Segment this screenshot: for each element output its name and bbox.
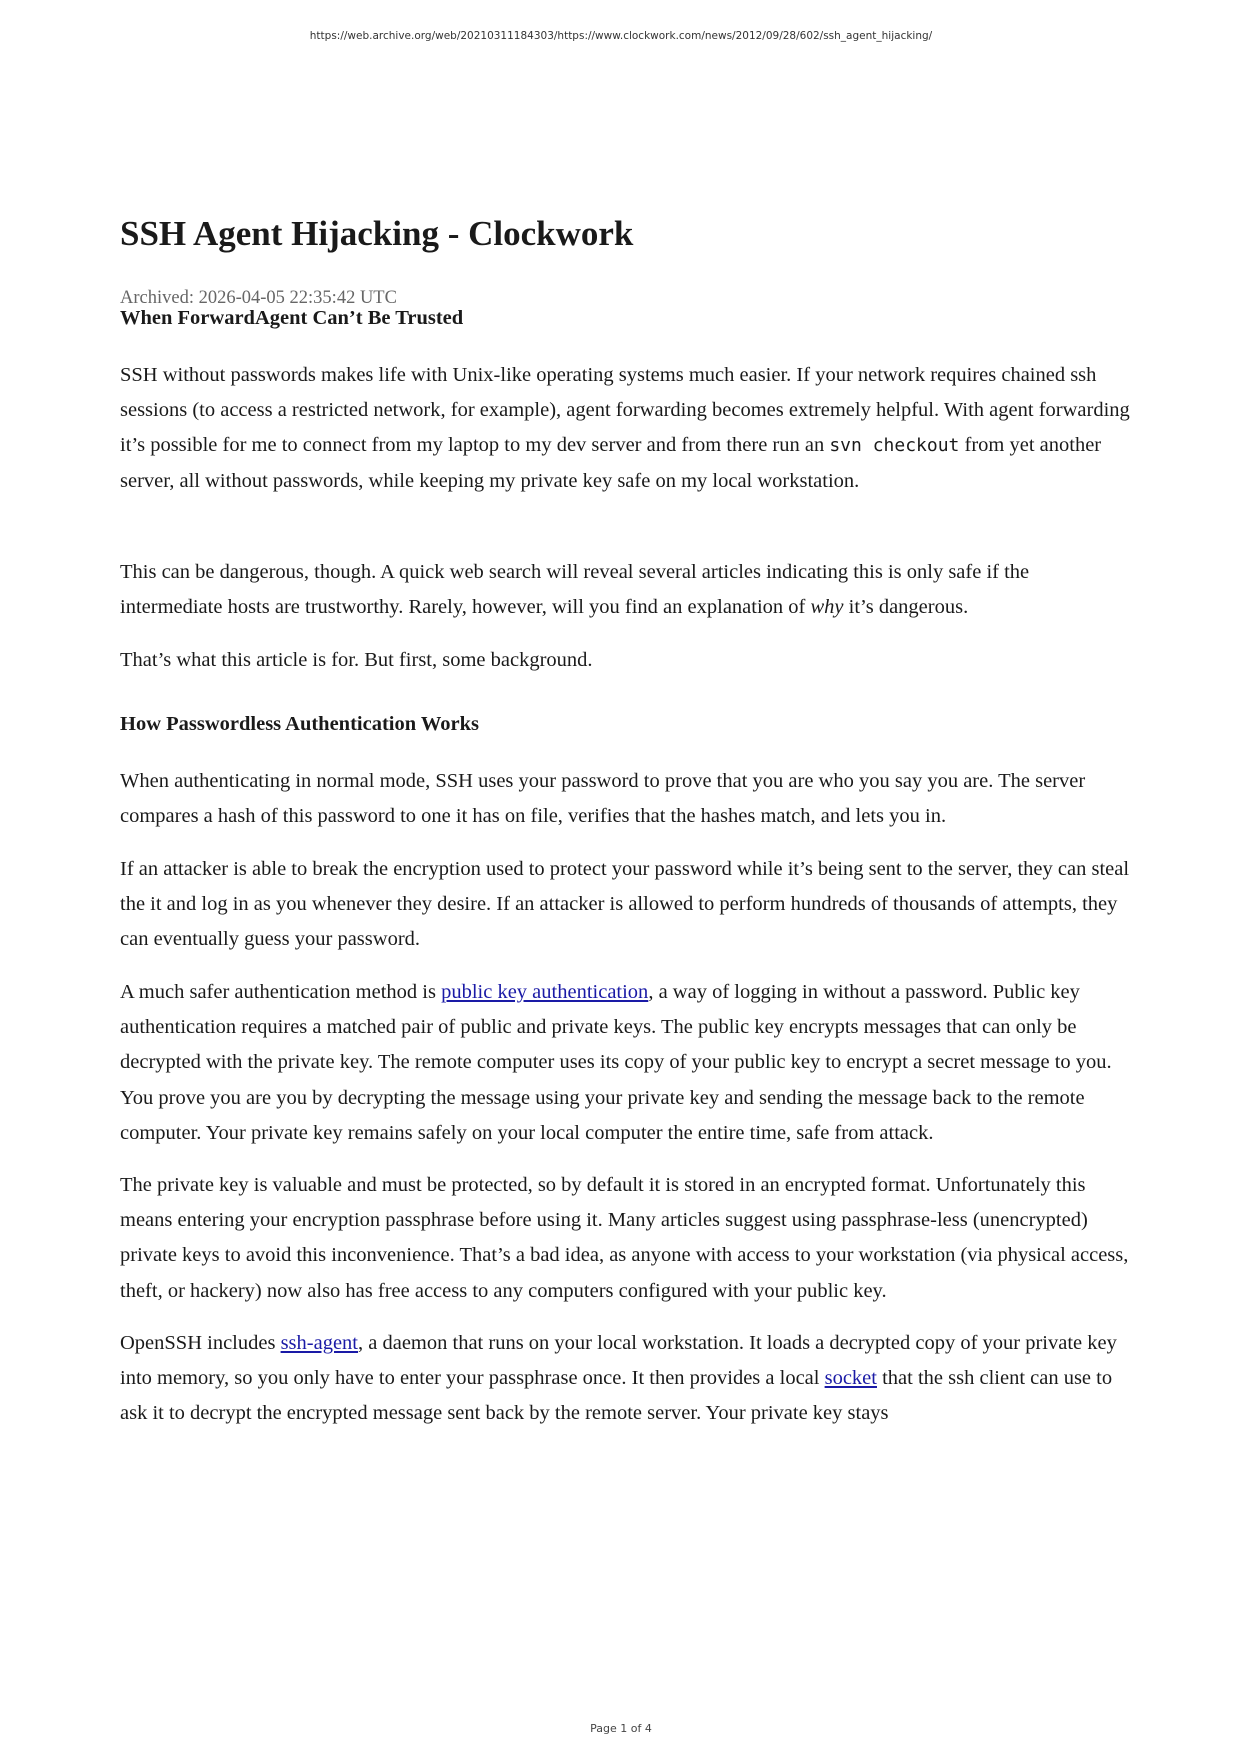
section-heading-forwardagent: When ForwardAgent Can’t Be Trusted bbox=[120, 307, 464, 329]
link-socket[interactable]: socket bbox=[824, 1367, 877, 1390]
link-ssh-agent[interactable]: ssh-agent bbox=[280, 1332, 359, 1354]
text: A much safer authentication method is bbox=[120, 981, 442, 1003]
text: OpenSSH includes bbox=[120, 1332, 281, 1354]
paragraph: If an attacker is able to break the encryption used to protect your password while it’s being sent to the server, they can steal the it and log in as you whenever they desire. If an attacker is allowed to perform hundreds of thousands of attempts, they can eventually guess your password. bbox=[120, 858, 1130, 951]
text: it’s dangerous. bbox=[843, 596, 969, 619]
source-url: https://web.archive.org/web/20210311184303/https://www.clockwork.com/news/2012/09/28/602/ssh_agent_hijacking/ bbox=[309, 30, 933, 42]
section-heading-passwordless: How Passwordless Authentication Works bbox=[120, 713, 479, 735]
page-title: SSH Agent Hijacking - Clockwork bbox=[120, 214, 634, 253]
text: that the ssh client can use to ask it to decrypt the encrypted message sent back by the remote server. Your private key stays bbox=[120, 1367, 1113, 1425]
paragraph bbox=[120, 358, 1130, 499]
paragraph bbox=[120, 1326, 1130, 1432]
paragraph: That’s what this article is for. But first, some background. bbox=[120, 649, 593, 671]
inline-code: svn checkout bbox=[829, 435, 960, 457]
text: SSH without passwords makes life with Unix-like operating systems much easier. If your network requires chained ssh sessions (to access a restricted network, for example), agent forwarding becomes extremely helpful. With agent forwarding it’s possible for me to connect from my laptop to my dev server and from there run an bbox=[120, 364, 1130, 457]
paragraph bbox=[120, 975, 1130, 1151]
link-public-key-authentication[interactable]: public key authentication bbox=[441, 981, 649, 1003]
paragraph bbox=[120, 555, 1130, 625]
text: , a daemon that runs on your local workstation. It loads a decrypted copy of your private key into memory, so you only have to enter your passphrase once. It then provides a local bbox=[120, 1332, 1117, 1390]
emphasis: why bbox=[810, 596, 844, 619]
text: from yet another server, all without passwords, while keeping my private key safe on my local workstation. bbox=[120, 434, 1102, 492]
text: , a way of logging in without a password. Public key authentication requires a matched pair of public and private keys. The public key encrypts messages that can only be decrypted with the private key. The remote computer uses its copy of your public key to encrypt a secret message to you. You prove you are you by decrypting the message using your private key and sending the message back to the remote computer. Your private key remains safely on your local computer the entire time, safe from attack. bbox=[120, 981, 1112, 1144]
page-number: Page 1 of 4 bbox=[590, 1722, 652, 1735]
text: This can be dangerous, though. A quick web search will reveal several articles indicating this is only safe if the intermediate hosts are trustworthy. Rarely, however, will you find an explanation of bbox=[120, 561, 1030, 619]
archived-timestamp: Archived: 2026-04-05 22:35:42 UTC bbox=[120, 288, 397, 308]
paragraph: The private key is valuable and must be protected, so by default it is stored in an encrypted format. Unfortunately this means entering your encryption passphrase before using it. Many articles suggest using passphrase-less (unencrypted) private keys to avoid this inconvenience. That’s a bad idea, as anyone with access to your workstation (via physical access, theft, or hackery) now also has free access to any computers configured with your public key. bbox=[120, 1174, 1129, 1302]
paragraph: When authenticating in normal mode, SSH uses your password to prove that you are who you say you are. The server compares a hash of this password to one it has on file, verifies that the hashes match, and lets you in. bbox=[120, 770, 1086, 828]
